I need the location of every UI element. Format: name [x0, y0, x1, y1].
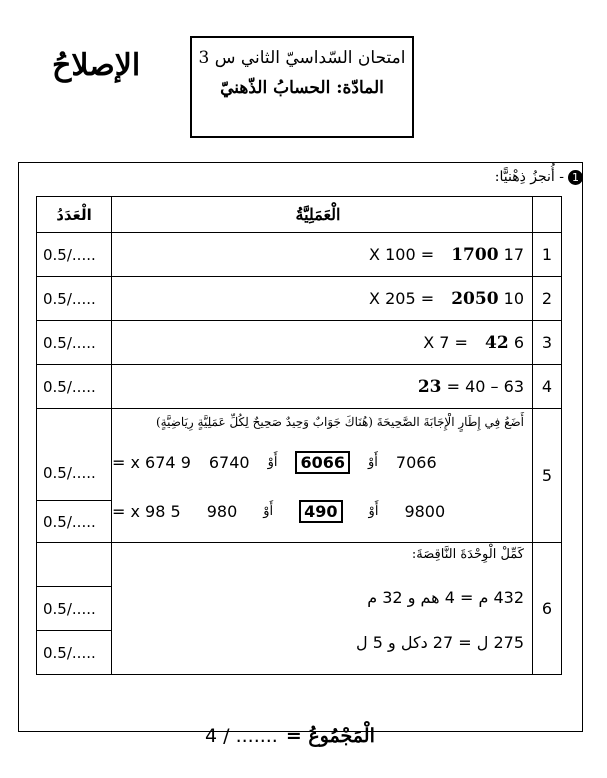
row-number: 5 — [533, 409, 562, 543]
answer: 2050 — [451, 288, 499, 309]
expression: 17 X 100 = — [369, 244, 524, 264]
expression: 63 – 40 = — [446, 376, 524, 396]
q5-instruction: أَضَعُ فِي إِطَارٍ الْإِجَابَةَ الصَّحِيحَةَ (هُنَاكَ جَوَابٌ وَحِيدٌ صَحِيحٌ لِكُلِّ عَمَلِيَّةٍ رِيَاضِيَّةٍ) — [156, 415, 524, 429]
score-cell: 0.5/..... — [37, 321, 112, 365]
table-row — [37, 409, 562, 501]
operation-cell — [112, 277, 533, 321]
table-header-row — [37, 197, 562, 233]
score-cell: 0.5/..... — [37, 501, 112, 543]
score-cell: 0.5/..... — [37, 587, 112, 631]
operation-cell — [112, 365, 533, 409]
table-row — [37, 277, 562, 321]
choice: 6740 — [208, 453, 250, 472]
score-cell: 0.5/..... — [37, 277, 112, 321]
operation-header: الْعَمَلِيَّةُ — [112, 197, 533, 233]
score-cell — [37, 409, 112, 501]
score-cell: 0.5/..... — [37, 631, 112, 675]
row-number: 6 — [533, 543, 562, 675]
answer: 23 — [417, 376, 442, 397]
choice-correct: 6066 — [295, 451, 350, 474]
or-word: أَوْ — [263, 504, 274, 519]
choice: 7066 — [395, 453, 437, 472]
choice-correct: 490 — [299, 500, 342, 523]
expression: 10 X 205 = — [369, 288, 524, 308]
number-header — [533, 197, 562, 233]
row-number: 3 — [533, 321, 562, 365]
or-word: أَوْ — [368, 455, 378, 470]
page-title: الإصلاحُ — [52, 48, 141, 83]
score-cell — [37, 543, 112, 587]
exam-subject: المادّة: الحسابُ الذّهنيّ — [220, 78, 384, 98]
expression: 5 x 98 = — [112, 502, 181, 521]
q5a-choices — [112, 451, 524, 474]
table-row — [37, 233, 562, 277]
instruction-text: - أُنجزُ ذِهْنيًّا: — [494, 169, 564, 185]
table-row — [37, 365, 562, 409]
row-number: 2 — [533, 277, 562, 321]
table-row — [37, 543, 562, 587]
choice: 9800 — [404, 502, 446, 521]
score-header: الْعَدَدُ — [37, 197, 112, 233]
q6a-text: 432 م = 4 هم و 32 م — [367, 588, 524, 607]
total-label: الْمَجْمُوعُ = — [285, 725, 375, 747]
total-score — [205, 725, 375, 747]
choice: 980 — [206, 502, 238, 521]
table-row — [37, 321, 562, 365]
operation-cell — [112, 233, 533, 277]
q6-instruction: كَمِّلْ الْوِحْدَةَ النَّاقِصَةَ: — [411, 547, 524, 562]
or-word: أَوْ — [368, 504, 379, 519]
number-bullet-icon: 1 — [568, 170, 583, 185]
q6b-text: 275 ل = 27 دكل و 5 ل — [356, 633, 524, 652]
operation-cell — [112, 321, 533, 365]
exam-header-box — [190, 36, 414, 138]
total-value: ....... / 4 — [205, 725, 278, 747]
row-number: 1 — [533, 233, 562, 277]
exercise-instruction — [495, 169, 583, 185]
score-cell: 0.5/..... — [37, 233, 112, 277]
score-value: 0.5/..... — [43, 464, 96, 482]
exam-title: امتحان السّداسيّ الثاني س 3 — [198, 48, 406, 68]
exercise-table — [36, 196, 562, 675]
row-number: 4 — [533, 365, 562, 409]
answer: 1700 — [451, 244, 499, 265]
q5b-choices — [112, 500, 524, 523]
operation-cell — [112, 409, 533, 543]
expression: 9 x 674 = — [112, 453, 191, 472]
operation-cell — [112, 543, 533, 675]
score-cell: 0.5/..... — [37, 365, 112, 409]
expression: 6 X 7 = — [423, 332, 524, 352]
answer: 42 — [485, 332, 509, 353]
or-word: أَوْ — [267, 455, 278, 470]
